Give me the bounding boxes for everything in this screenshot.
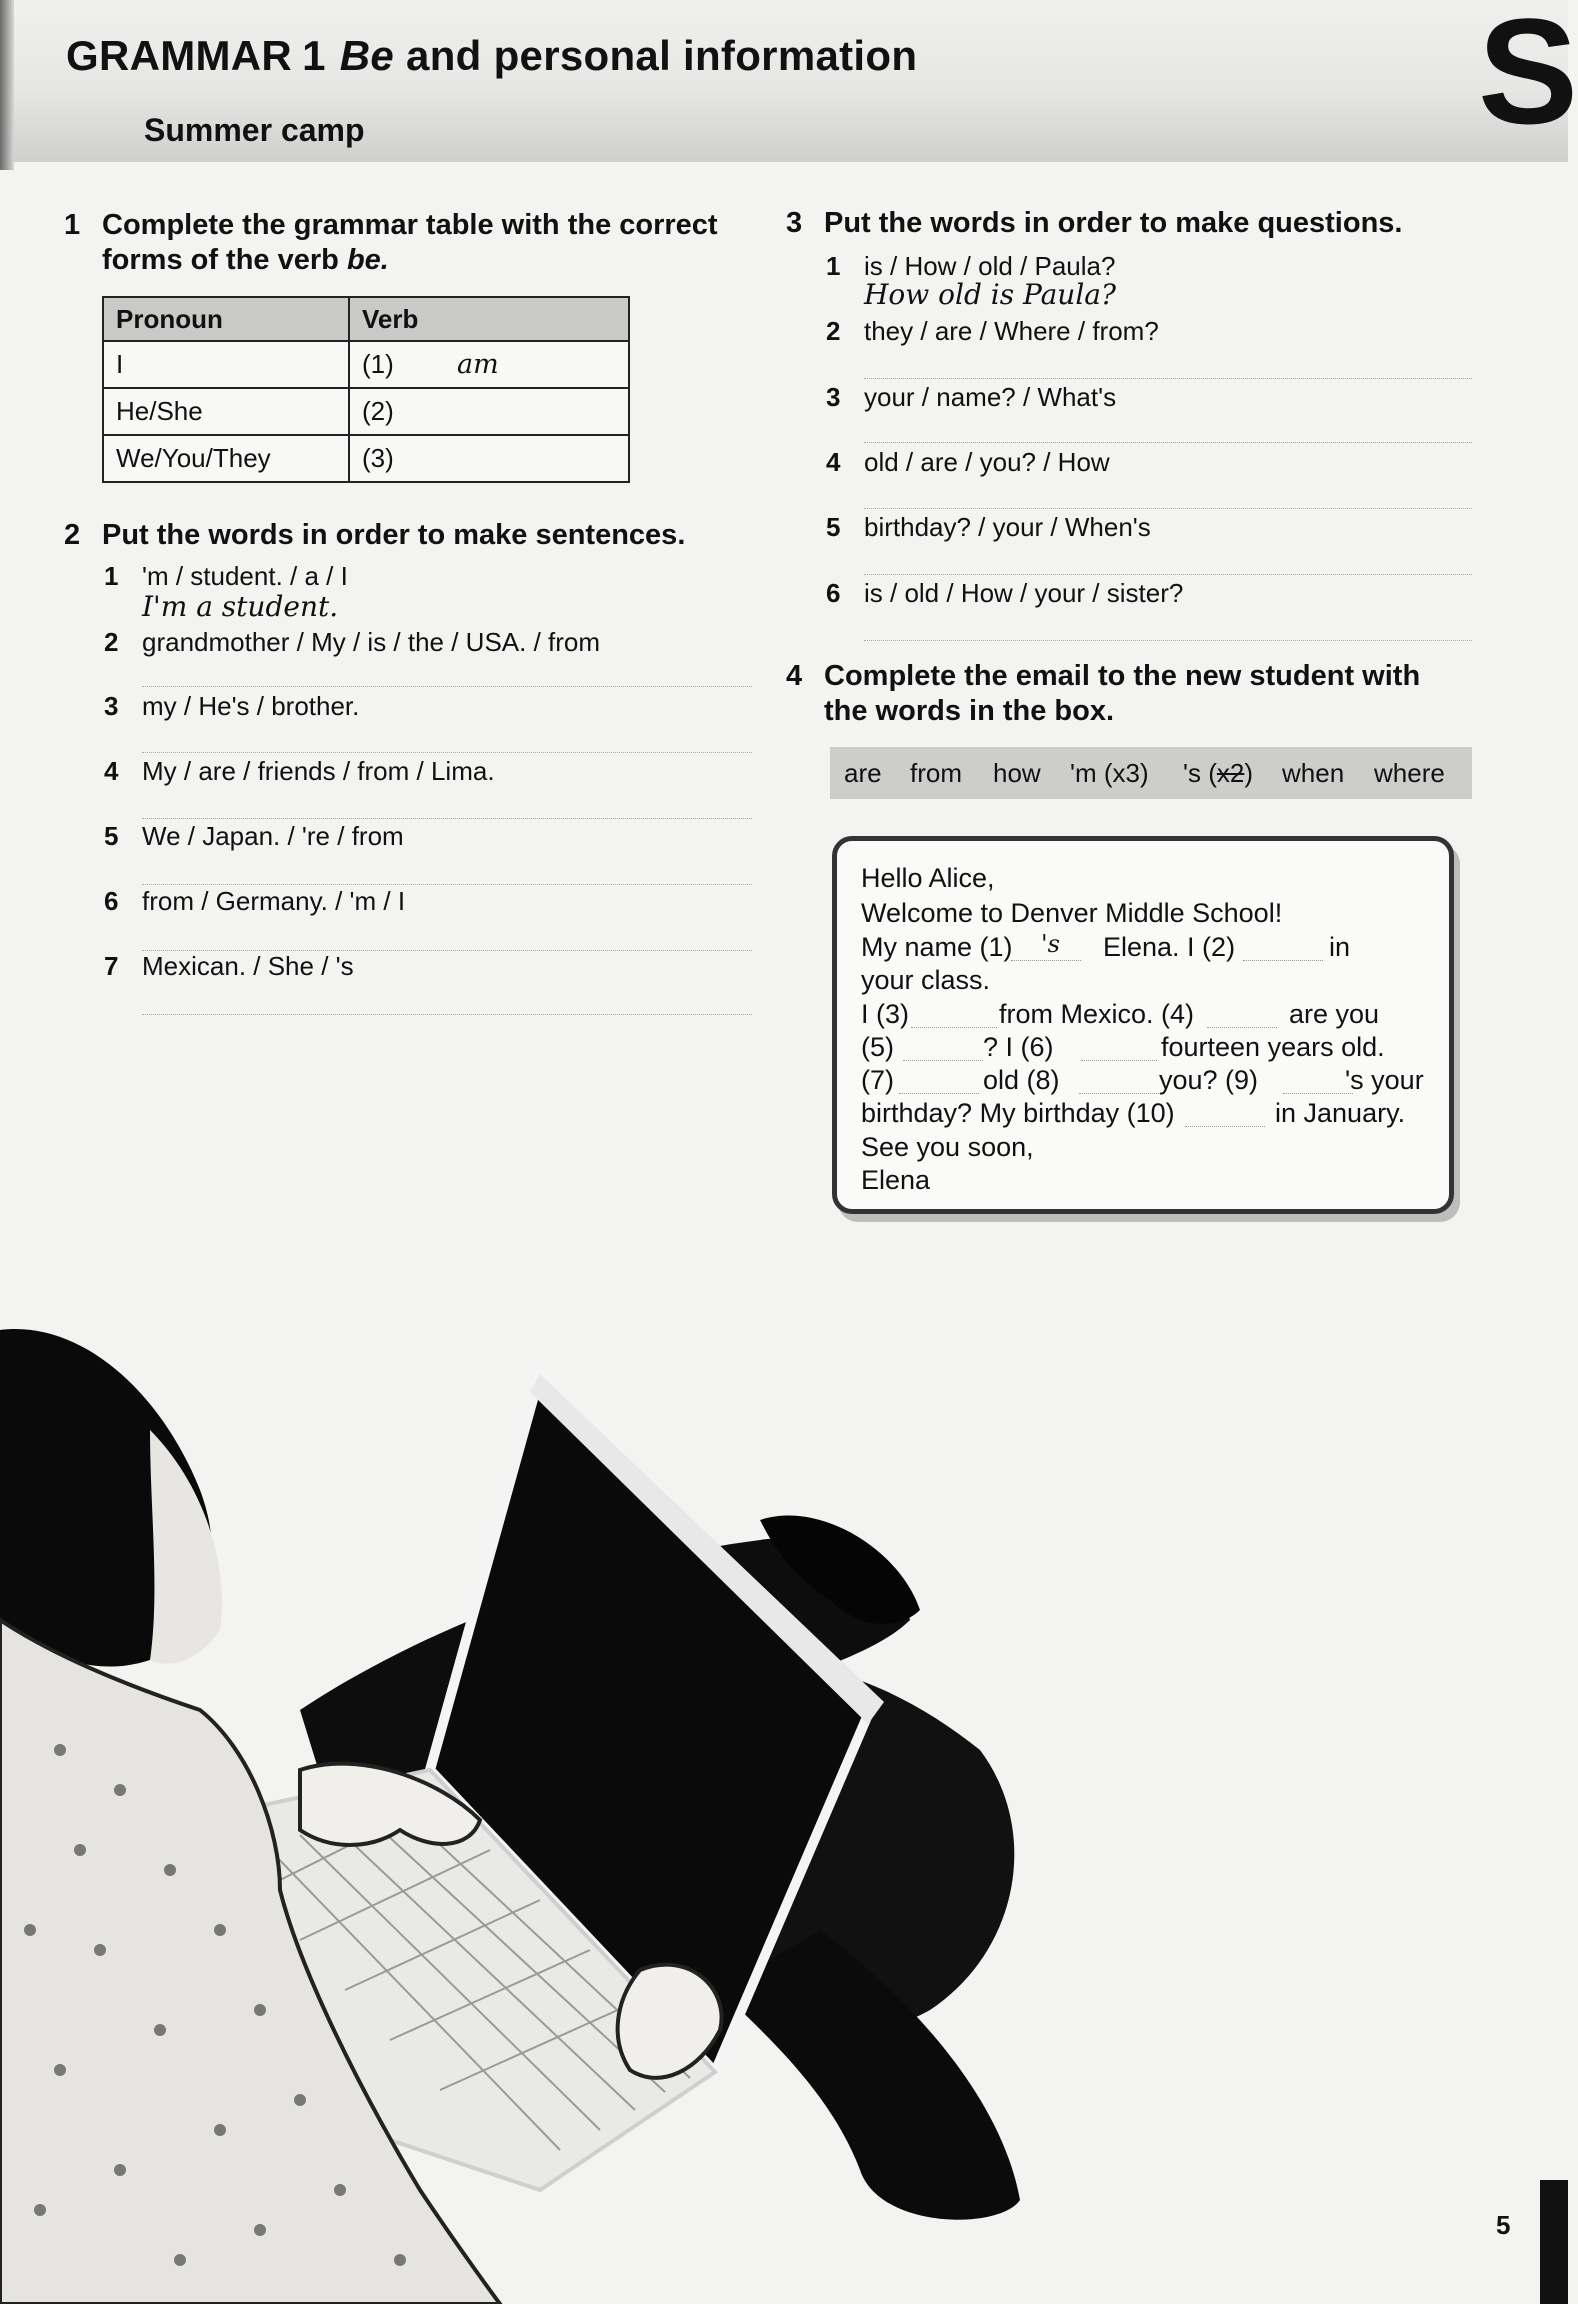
- email-gap-9[interactable]: [1283, 1093, 1353, 1094]
- item-text: We / Japan. / 're / from: [142, 821, 404, 851]
- ex2-answer-1[interactable]: I'm a student.: [142, 590, 339, 623]
- word-box-item: when: [1282, 758, 1345, 788]
- table-cell-pronoun: I: [103, 341, 349, 388]
- table-header-pronoun: Pronoun: [103, 297, 349, 341]
- item-text: is / old / How / your / sister?: [864, 578, 1184, 608]
- grammar-table: [102, 296, 630, 483]
- ex2-answer-line-7[interactable]: [142, 1014, 752, 1015]
- table-cell-answer: am: [457, 349, 499, 380]
- email-text: in: [1329, 932, 1351, 962]
- ex1-instruction-line2-text: forms of the verb: [102, 244, 339, 276]
- ex4-heading: [786, 659, 1486, 731]
- title-rest: and personal information: [406, 32, 918, 79]
- item-text: birthday? / your / When's: [864, 512, 1151, 542]
- student-laptop-photo: [0, 1330, 1568, 2304]
- item-number: 3: [104, 691, 119, 721]
- item-number: 4: [826, 447, 841, 477]
- section-letter: S: [1478, 0, 1578, 155]
- email-gap-6[interactable]: [1081, 1060, 1157, 1061]
- item-text: grandmother / My / is / the / USA. / from: [142, 627, 601, 657]
- ex4-instruction-line1: Complete the email to the new student with: [824, 660, 1421, 692]
- word-box-s-strike: x2: [1216, 758, 1245, 788]
- ex1-instruction-line2: [102, 243, 389, 278]
- email-gap-10[interactable]: [1185, 1126, 1265, 1127]
- ex4-number: 4: [786, 660, 803, 692]
- email-welcome: Welcome to Denver Middle School!: [861, 898, 1283, 928]
- email-text: My name (1): [861, 932, 1013, 962]
- ex3-answer-line-2[interactable]: [864, 378, 1472, 379]
- table-header-row: [103, 297, 629, 341]
- ex1-instruction-verb: be.: [346, 244, 389, 276]
- email-gap-2[interactable]: [1243, 960, 1323, 961]
- item-text: they / are / Where / from?: [864, 316, 1159, 346]
- email-text: birthday? My birthday (10): [861, 1098, 1175, 1128]
- title-prefix: GRAMMAR: [66, 32, 293, 79]
- ex3-answer-line-4[interactable]: [864, 508, 1472, 509]
- ex2-answer-line-3[interactable]: [142, 752, 752, 753]
- item-number: 6: [104, 886, 119, 916]
- title-italic: Be: [339, 32, 395, 79]
- table-cell-verb[interactable]: [349, 388, 629, 435]
- word-box-item: where: [1374, 758, 1445, 788]
- table-row: [103, 388, 629, 435]
- ex1-instruction-line1: Complete the grammar table with the correct: [102, 209, 718, 241]
- table-cell-verb[interactable]: [349, 435, 629, 482]
- item-number: 2: [826, 316, 841, 346]
- email-text: I (3): [861, 999, 910, 1029]
- item-number: 4: [104, 756, 119, 786]
- item-number: 3: [826, 382, 841, 412]
- book-spine-shadow: [0, 0, 14, 170]
- email-gap-1-answer: 's: [1041, 930, 1060, 958]
- table-cell-label: (2): [362, 396, 394, 426]
- email-gap-4[interactable]: [1207, 1027, 1277, 1028]
- table-header-verb: Verb: [349, 297, 629, 341]
- word-box-item-s: [1183, 747, 1253, 799]
- ex3-number: 3: [786, 207, 803, 239]
- ex3-answer-line-5[interactable]: [864, 574, 1472, 575]
- item-number: 6: [826, 578, 841, 608]
- email-text: (5): [861, 1032, 894, 1062]
- word-box-s-post: ): [1244, 758, 1253, 788]
- item-text: from / Germany. / 'm / I: [142, 886, 406, 916]
- item-text: 'm / student. / a / I: [142, 561, 348, 591]
- item-text: is / How / old / Paula?: [864, 251, 1116, 281]
- item-number: 1: [826, 251, 841, 281]
- email-text: Elena. I (2): [1103, 932, 1236, 962]
- item-text: your / name? / What's: [864, 382, 1117, 412]
- email-card: [832, 836, 1454, 1214]
- email-text: 's your: [1345, 1065, 1424, 1095]
- table-cell-label: (1): [362, 349, 394, 379]
- item-number: 1: [104, 561, 119, 591]
- ex3-instruction: Put the words in order to make questions.: [824, 207, 1403, 239]
- email-text: old (8): [983, 1065, 1060, 1095]
- email-text: fourteen years old.: [1161, 1032, 1385, 1062]
- table-row: [103, 341, 629, 388]
- ex2-number: 2: [64, 519, 81, 551]
- ex3-answer-line-3[interactable]: [864, 442, 1472, 443]
- table-cell-verb[interactable]: [349, 341, 629, 388]
- email-gap-5[interactable]: [903, 1060, 983, 1061]
- ex1-number: 1: [64, 209, 81, 241]
- page-number: 5: [1496, 2210, 1511, 2240]
- email-greeting: Hello Alice,: [861, 863, 995, 893]
- email-closing: See you soon,: [861, 1132, 1034, 1162]
- email-signature: Elena: [861, 1165, 931, 1195]
- email-text: ? I (6): [983, 1032, 1054, 1062]
- corner-tab: [1540, 2180, 1568, 2304]
- email-text: from Mexico. (4): [999, 999, 1195, 1029]
- item-text: My / are / friends / from / Lima.: [142, 756, 495, 786]
- email-line-7: [861, 1065, 1441, 1099]
- email-line-3: [861, 932, 1441, 966]
- item-text: my / He's / brother.: [142, 691, 360, 721]
- ex1-heading: [64, 208, 744, 278]
- ex3-answer-line-6[interactable]: [864, 640, 1472, 641]
- email-line-8: [861, 1098, 1441, 1132]
- email-text: in January.: [1275, 1098, 1406, 1128]
- ex2-heading: [64, 518, 744, 554]
- word-box-s-pre: 's (: [1183, 758, 1217, 788]
- item-text: old / are / you? / How: [864, 447, 1110, 477]
- ex3-answer-1[interactable]: How old is Paula?: [864, 278, 1116, 311]
- title-number: 1: [302, 32, 326, 79]
- table-cell-pronoun: We/You/They: [103, 435, 349, 482]
- word-box-item: 'm (x3): [1070, 758, 1149, 788]
- email-text: are you: [1289, 999, 1380, 1029]
- email-line-5: [861, 999, 1441, 1033]
- item-number: 5: [826, 512, 841, 542]
- email-gap-7[interactable]: [899, 1093, 979, 1094]
- email-gap-3[interactable]: [911, 1027, 997, 1028]
- ex4-instruction-line2: the words in the box.: [824, 695, 1115, 727]
- email-text: (7): [861, 1065, 894, 1095]
- word-box: [830, 747, 1472, 799]
- word-box-item: are: [844, 758, 882, 788]
- table-row: [103, 435, 629, 482]
- item-number: 5: [104, 821, 119, 851]
- item-number: 7: [104, 951, 119, 981]
- page-title: [66, 32, 917, 80]
- email-text: you? (9): [1159, 1065, 1259, 1095]
- email-line-4: your class.: [861, 965, 991, 995]
- email-gap-1[interactable]: [1011, 960, 1081, 961]
- page-subtitle: Summer camp: [144, 112, 365, 148]
- table-cell-label: (3): [362, 443, 394, 473]
- item-text: Mexican. / She / 's: [142, 951, 354, 981]
- ex2-answer-line-2[interactable]: [142, 686, 752, 687]
- item-number: 2: [104, 627, 119, 657]
- word-box-item: from: [910, 758, 962, 788]
- ex2-instruction: Put the words in order to make sentences.: [102, 519, 686, 551]
- table-cell-pronoun: He/She: [103, 388, 349, 435]
- ex2-answer-line-4[interactable]: [142, 818, 752, 819]
- email-line-6: [861, 1032, 1441, 1066]
- ex3-heading: [786, 206, 1486, 242]
- email-gap-8[interactable]: [1079, 1093, 1159, 1094]
- word-box-item: how: [993, 758, 1041, 788]
